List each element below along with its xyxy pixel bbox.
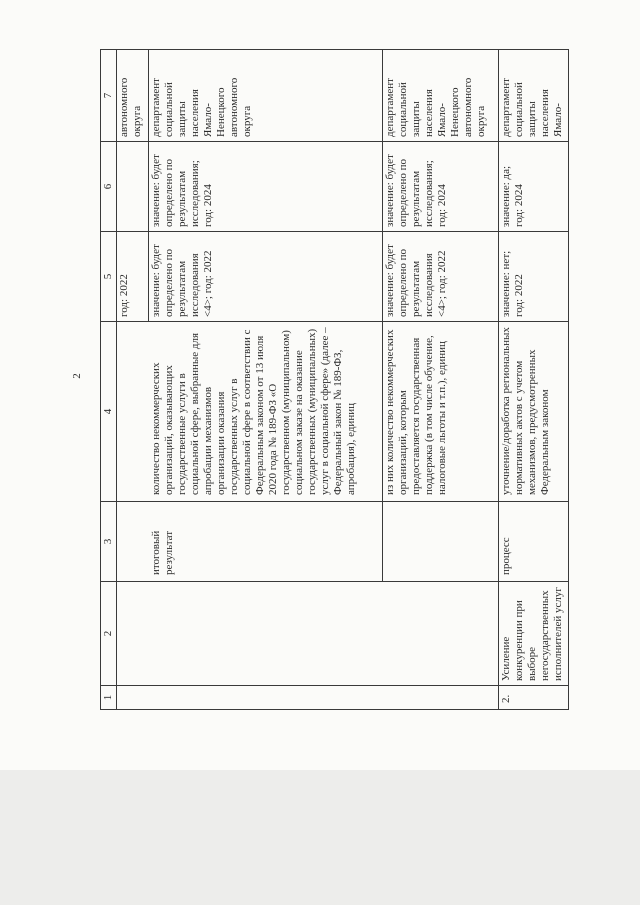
cell-type (383, 502, 499, 582)
indicators-table (100, 49, 569, 710)
cell-base-value: значение: будет определено по результатам исследования <4>; год: 2022 (149, 232, 383, 322)
cell-indicator (117, 322, 149, 502)
cell-target-value: значение: будет определено по результатам исследования; год: 2024 (149, 142, 383, 232)
cell-number (149, 686, 383, 710)
cell-indicator: из них количество некоммерческих организаций, которым предоставляется государственная поддержка (в том числе обучение, налоговые льготы и т.п.), единиц (383, 322, 499, 502)
cell-number (117, 686, 149, 710)
rotated-table-wrapper (100, 50, 636, 710)
header-col-7: 7 (101, 50, 117, 142)
cell-base-value: год: 2022 (117, 232, 149, 322)
cell-direction: Усиление конкуренции при выборе негосударственных исполнителей услуг (499, 582, 569, 686)
cell-target-value (117, 142, 149, 232)
cell-target-value: значение: да; год: 2024 (499, 142, 569, 232)
cell-responsible: департамент социальной защиты населения Ямало-Ненецкого автономного округа (149, 50, 383, 142)
table-row (149, 50, 383, 710)
table-row (383, 50, 499, 710)
cell-type: процесс (499, 502, 569, 582)
header-row (101, 50, 117, 710)
table-row (499, 50, 569, 710)
cell-number: 2. (499, 686, 569, 710)
header-col-2: 2 (101, 582, 117, 686)
cell-type (117, 502, 149, 582)
cell-indicator: количество некоммерческих организаций, оказывающих государственные услуги в социальной сфере, выбранные для апробации механизмов организации оказания государственных услуг в социальной сфере в соответствии с Федеральным законом от 13 июля 2020 года № 189-ФЗ «О государственном (муниципальном) социальном заказе на оказание государственных (муниципальных) услуг в социальной сфере» (далее – Федеральный закон № 189-ФЗ, апробация), единиц (149, 322, 383, 502)
cell-responsible: департамент социальной защиты населения Ямало-Ненецкого автономного округа (383, 50, 499, 142)
cell-direction (383, 582, 499, 686)
cell-target-value: значение: будет определено по результатам исследования; год: 2024 (383, 142, 499, 232)
cell-indicator: уточнение/доработка региональных нормативных актов с учетом механизмов, предусмотренных Федеральным законом (499, 322, 569, 502)
header-col-4: 4 (101, 322, 117, 502)
cell-number (383, 686, 499, 710)
header-col-6: 6 (101, 142, 117, 232)
cell-direction (149, 582, 383, 686)
cell-responsible: автономного округа (117, 50, 149, 142)
cell-base-value: значение: будет определено по результатам исследования <4>; год: 2022 (383, 232, 499, 322)
page-number: 2 (70, 373, 83, 379)
table-row (117, 50, 149, 710)
cell-responsible: департамент социальной защиты населения Ямало- (499, 50, 569, 142)
cell-type: итоговый результат (149, 502, 383, 582)
cell-direction (117, 582, 149, 686)
header-col-1: 1 (101, 686, 117, 710)
cell-base-value: значение: нет; год: 2022 (499, 232, 569, 322)
header-col-3: 3 (101, 502, 117, 582)
header-col-5: 5 (101, 232, 117, 322)
